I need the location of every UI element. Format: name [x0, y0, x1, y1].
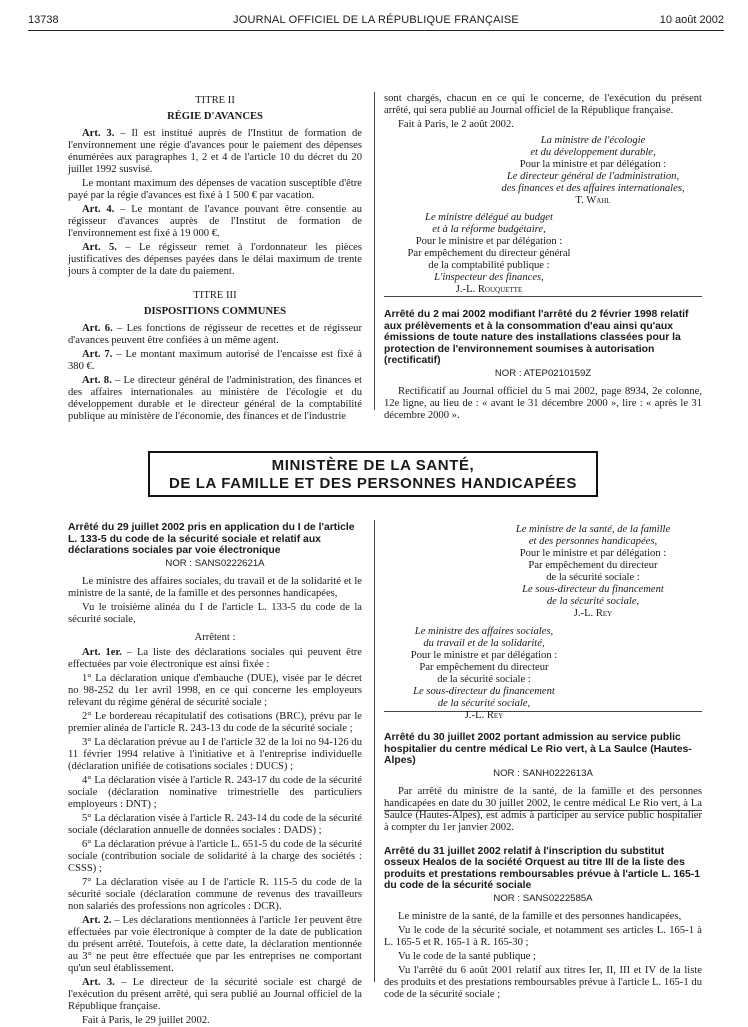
article-7: Art. 7. – Le montant maximum autorisé de l'encaisse est fixé à 380 €.	[68, 349, 362, 372]
upper-right-column	[384, 93, 702, 421]
rectificatif-text: Rectificatif au Journal officiel du 5 mai 2002, page 8934, 2e colonne, 12e ligne, au lieu de : « avant le 31 décembre 2000 », lire : « après le 31 décembre 2000 ».	[384, 385, 702, 421]
lower-right-column: Le ministre de la santé, de la famille et des personnes handicapées, Pour le ministre et par délégation : Par empêchement du directeur de la sécurité sociale : Le sous-directeur du financement de la sécurité sociale, J.-L. Rey Le ministre des affaires sociales, du travail et de la solidarité, Pour le ministre et par délégation : Par empêchement du directeur de la sécurité sociale : Le sous-directeur du financement de la sécurité sociale, J.-L. Rey Arrêté du 30 juillet 2002 portant admission au service public hospitalier du centre médical Le Rio vert, à La Saulce (Hautes-Alpes) NOR : SANH0222613A Par arrêté du ministre de la santé, de la famille et des personnes handicapées en date du 30 juillet 2002, le centre médical Le Rio vert, à La Saulce (Hautes-Alpes), est admis à participer au service public hospitalier à compter du 1er janvier 2002. Arrêté du 31 juillet 2002 relatif à l'inscription du substitut osseux Healos de la société Orquest au titre III de la liste des produits et prestations remboursables prévue à l'article L. 165-1 du code de la sécurité sociale NOR : SANS0222585A Le ministre de la santé, de la famille et des personnes handicapées, Vu le code de la sécurité sociale, et notamment ses articles L. 165-1 à L. 165-5 et R. 165-1 à R. 165-30 ; Vu le code de la santé publique ; Vu l'arrêté du 6 août 2001 relatif aux titres Ier, II, III et IV de la liste des produits et des prestations remboursables prévue à l'article L. 165-1 du code de la sécurité sociale ;	[384, 524, 702, 1000]
article-3: Art. 3. – Il est institué auprès de l'Institut de formation de l'environnement une régie d'avances pour le paiement des dépenses énumérées aux paragraphes 1, 2 et 4 de l'article 10 du décret du 20 juillet 1992 susvisé.	[68, 128, 362, 175]
titre-2-subheading: RÉGIE D'AVANCES	[167, 111, 263, 122]
article-2: Art. 2. – Les déclarations mentionnées à l'article 1er peuvent être effectuées par voie électronique à compter de la date de publication du présent arrêté. Toutefois, à cette date, la déclaration mentionnée au 3° ne peut être effectuée que par les entreprises ne comportant qu'un seul établissement.	[68, 914, 363, 974]
arrete-title-declarations: Arrêté du 29 juillet 2002 pris en application du I de l'article L. 133-5 du code de la sécurité sociale et relatif aux déclarations sociales par voie électronique	[68, 522, 355, 556]
art3-label: Art. 3.	[82, 976, 115, 988]
arretent: Arrêtent :	[194, 631, 236, 643]
list-item: 3° La déclaration prévue au I de l'article 32 de la loi no 94-126 du 11 février 1994 relative à l'initiative et à l'entreprise individuelle (déclaration unifiée de cotisations sociales : DUCS) ;	[68, 736, 362, 772]
page-header	[28, 14, 724, 31]
continuation-text: sont chargés, chacun en ce qui le concerne, de l'exécution du présent arrêté, qui sera publié au Journal officiel de la République française.	[384, 93, 702, 116]
art5-label: Art. 5.	[82, 242, 117, 253]
page-number: 13738	[28, 14, 59, 26]
art6-label: Art. 6.	[82, 323, 113, 334]
art1-label: Art. 1er.	[82, 646, 122, 658]
article-3: Art. 3. – Le directeur de la sécurité sociale est chargé de l'exécution du présent arrêté, qui sera publié au Journal officiel de la République française.	[68, 976, 362, 1012]
titre-3-subheading: DISPOSITIONS COMMUNES	[143, 306, 287, 317]
signatory-name: J.-L. Rey	[464, 710, 504, 721]
signature-block-budget: Le ministre délégué au budget et à la réforme budgétaire, Pour le ministre et par délégation : Par empêchement du directeur général de la comptabilité publique : L'inspecteur des finances, J.-L. Rouquette	[384, 212, 594, 296]
signature-block-ecology: La ministre de l'écologie et du développement durable, Pour la ministre et par délégation : Le directeur général de l'administration, des finances et des affaires internationales, T. Wahl	[384, 135, 702, 207]
article-5: Art. 5. – Le régisseur remet à l'ordonnateur les pièces justificatives des dépenses payées dans le délai maximum de trente jours à compter de la date du paiement.	[68, 242, 362, 277]
arrete-title-rectificatif: Arrêté du 2 mai 2002 modifiant l'arrêté du 2 février 1998 relatif aux prélèvements et à la consommation d'eau ainsi qu'aux émissions de toute nature des installations classées pour la protection de l'environnement soumises à autorisation (rectificatif)	[384, 309, 689, 366]
list-item: 6° La déclaration prévue à l'article L. 651-5 du code de la sécurité sociale (contribution sociale de solidarité à la charge des sociétés : CSSS) ;	[68, 838, 362, 874]
signing-date: Fait à Paris, le 2 août 2002.	[398, 119, 514, 130]
signature-block-sante: Le ministre de la santé, de la famille et des personnes handicapées, Pour le ministre et par délégation : Par empêchement du directeur de la sécurité sociale : Le sous-directeur du financement de la sécurité sociale, J.-L. Rey	[384, 524, 702, 620]
issue-date: 10 août 2002	[659, 14, 724, 26]
signing-date: Fait à Paris, le 29 juillet 2002.	[82, 1014, 210, 1026]
column-divider-lower	[374, 520, 375, 982]
nor-reference: NOR : SANH0222613A	[493, 767, 593, 779]
list-item: 4° La déclaration visée à l'article R. 243-17 du code de la sécurité sociale (déclaration nominative trimestrielle des particuliers employeurs : DNT) ;	[68, 774, 362, 810]
nor-reference: NOR : SANS0222621A	[165, 557, 265, 569]
article-4: Art. 4. – Le montant de l'avance pouvant être consentie au régisseur d'avances auprès de l'Institut de formation de l'environnement est fixé à 19 000 €.	[68, 204, 362, 239]
signatory-name: T. Wahl	[575, 195, 611, 206]
column-divider-upper	[374, 92, 375, 410]
article-6: Art. 6. – Les fonctions de régisseur de recettes et de régisseur d'avances peuvent être confiées à un même agent.	[68, 323, 362, 346]
art2-label: Art. 2.	[82, 914, 112, 926]
article-1: Art. 1er. – La liste des déclarations sociales qui peuvent être effectuées par voie électronique est ainsi fixée :	[68, 646, 362, 670]
signatory-name: J.-L. Rouquette	[455, 284, 523, 295]
art3-label: Art. 3.	[82, 128, 115, 139]
list-item: 2° Le bordereau récapitulatif des cotisations (BRC), prévu par le premier alinéa de l'article R. 243-13 du code de la sécurité sociale ;	[68, 710, 362, 734]
signatory-name: J.-L. Rey	[573, 608, 613, 619]
signature-block-affaires-sociales: Le ministre des affaires sociales, du travail et de la solidarité, Pour le ministre et par délégation : Par empêchement du directeur de la sécurité sociale : Le sous-directeur du financement de la sécurité sociale, J.-L. Rey	[384, 626, 584, 722]
article-3-paragraph-2: Le montant maximum des dépenses de vacation susceptible d'être payé par la régie d'avances est fixé à 1 500 € par vacation.	[68, 178, 362, 201]
list-item: 1° La déclaration unique d'embauche (DUE), visée par le décret no 98-252 du 1er avril 1998, en ce qui concerne les employeurs relevant du régime général de sécurité sociale ;	[68, 672, 362, 708]
art4-label: Art. 4.	[82, 204, 115, 215]
nor-reference: NOR : SANS0222585A	[493, 892, 593, 904]
art8-label: Art. 8.	[82, 375, 112, 386]
titre-3-heading: TITRE III	[193, 290, 237, 301]
list-item: 5° La déclaration visée à l'article R. 243-14 du code de la sécurité sociale (déclaration annuelle de données sociales : DADS) ;	[68, 812, 362, 836]
journal-title: JOURNAL OFFICIEL DE LA RÉPUBLIQUE FRANÇAISE	[233, 14, 519, 26]
ministry-heading-line-1: MINISTÈRE DE LA SANTÉ,	[271, 457, 475, 474]
arrete-title-healos: Arrêté du 31 juillet 2002 relatif à l'inscription du substitut osseux Healos de la société Orquest au titre III de la liste des produits et prestations remboursables prévue à l'article L. 165-1 du code de la sécurité sociale	[384, 845, 701, 891]
article-8: Art. 8. – Le directeur général de l'administration, des finances et des affaires internationales au ministère de l'écologie et du développement durable et le directeur général de la comptabilité publique au ministère de l'économie, des finances et de l'industrie	[68, 375, 362, 422]
arrete-title-rio-vert: Arrêté du 30 juillet 2002 portant admission au service public hospitalier du centre médical Le Rio vert, à La Saulce (Hautes-Alpes)	[384, 732, 692, 766]
lower-left-column: Arrêté du 29 juillet 2002 pris en application du I de l'article L. 133-5 du code de la sécurité sociale et relatif aux déclarations sociales par voie électronique NOR : SANS0222621A Le ministre des affaires sociales, du travail et de la solidarité et le ministre de la santé, de la famille et des personnes handicapées, Vu le troisième alinéa du I de l'article L. 133-5 du code de la sécurité sociale, Arrêtent : Art. 1er. – La liste des déclarations sociales qui peuvent être effectuées par voie électronique est ainsi fixée : 1° La déclaration unique d'embauche (DUE), visée par le décret no 98-252 du 1er avril 1998, en ce qui concerne les employeurs relevant du régime général de sécurité sociale ; 2° Le bordereau récapitulatif des cotisations (BRC), prévu par le premier alinéa de l'article R. 243-13 du code de la sécurité sociale ; 3° La déclaration prévue au I de l'article 32 de la loi no 94-126 du 11 février 1994 relative à l'initiative et à l'entreprise individuelle (déclaration unifiée de cotisations sociales : DUCS) ; 4° La déclaration visée à l'article R. 243-17 du code de la sécurité sociale (déclaration nominative trimestrielle des particuliers employeurs : DNT) ; 5° La déclaration visée à l'article R. 243-14 du code de la sécurité sociale (déclaration annuelle de données sociales : DADS) ; 6° La déclaration prévue à l'article L. 651-5 du code de la sécurité sociale (contribution sociale de solidarité à la charge des sociétés : CSSS) ; 7° La déclaration visée au I de l'article R. 115-5 du code de la sécurité sociale (déclaration commune de revenus des travailleurs non salariés des professions non agricoles : DCR). Art. 2. – Les déclarations mentionnées à l'article 1er peuvent être effectuées par voie électronique à compter de la date de publication du présent arrêté. Toutefois, à cette date, la déclaration mentionnée au 3° ne peut être effectuée que par les entreprises ne comportant qu'un seul établissement. Art. 3. – Le directeur de la sécurité sociale est chargé de l'exécution du présent arrêté, qui sera publié au Journal officiel de la République française. Fait à Paris, le 29 juillet 2002.	[68, 522, 363, 1026]
upper-left-column	[68, 95, 362, 422]
nor-reference: NOR : ATEP0210159Z	[494, 367, 592, 379]
ministry-heading-line-2: DE LA FAMILLE ET DES PERSONNES HANDICAPÉES	[168, 475, 578, 492]
art7-label: Art. 7.	[82, 349, 113, 360]
titre-2-heading: TITRE II	[195, 95, 235, 106]
list-item: 7° La déclaration visée au I de l'article R. 115-5 du code de la sécurité sociale (déclaration commune de revenus des travailleurs non salariés des professions non agricoles : DCR).	[68, 876, 362, 912]
ministry-heading-box	[148, 451, 598, 497]
